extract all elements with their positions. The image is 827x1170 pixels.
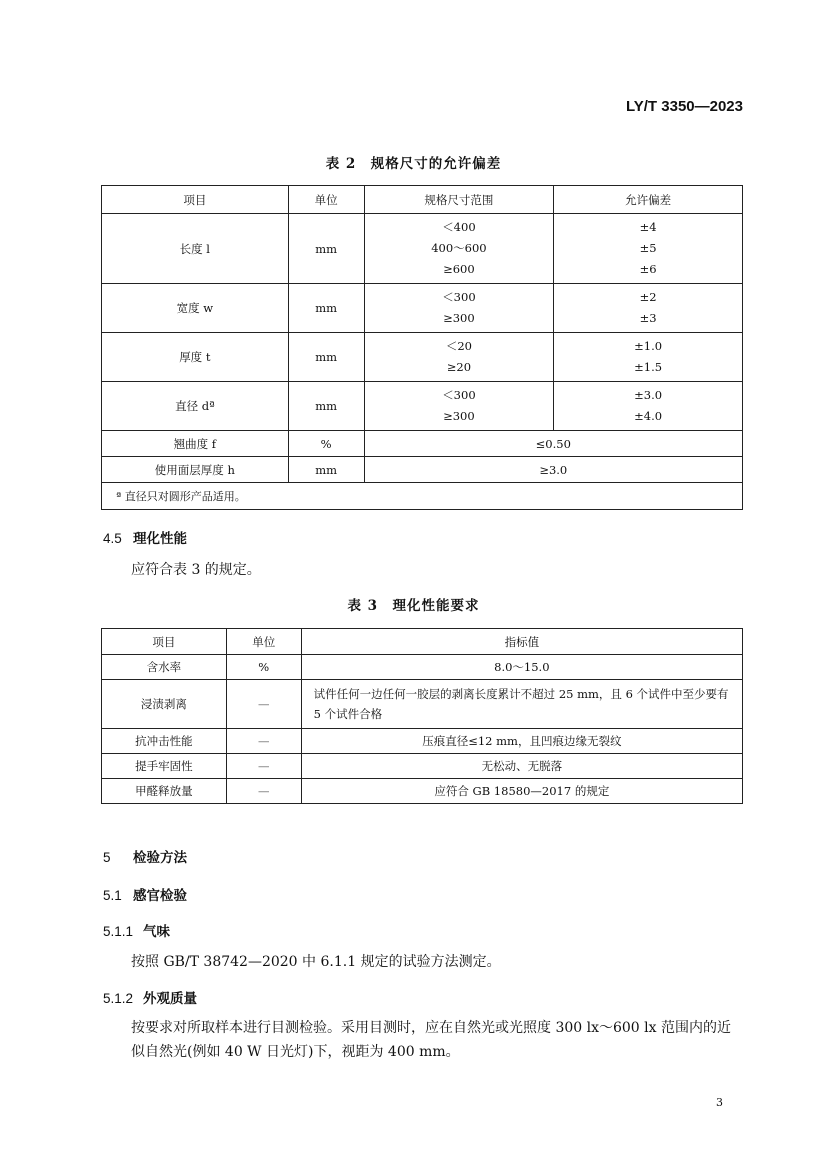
row-unit: — [226, 729, 301, 754]
section-5-1-2-text [103, 1016, 743, 1064]
page-number: 3 [716, 1096, 723, 1109]
section-5-1-1-heading [103, 920, 170, 940]
section-number: 4.5 [103, 531, 122, 546]
table3-header-value: 指标值 [301, 629, 742, 655]
row-ranges [364, 382, 554, 431]
table2-header-range: 规格尺寸范围 [364, 186, 554, 214]
table2 [101, 185, 743, 510]
range-value: 400～600 [431, 241, 487, 255]
row-unit: — [226, 754, 301, 779]
tolerance-value: ±2 [639, 290, 657, 304]
table-row [102, 284, 743, 333]
table-row [102, 333, 743, 382]
section-5-1-heading [103, 884, 187, 904]
range-value: ＜300 [442, 290, 476, 304]
row-item: 提手牢固性 [102, 754, 227, 779]
section-title: 外观质量 [143, 991, 197, 1006]
range-value: ＜300 [442, 388, 476, 402]
row-tolerances [554, 382, 743, 431]
section-title: 检验方法 [133, 850, 187, 865]
range-value: ≥600 [443, 262, 475, 276]
range-value: ≥300 [443, 409, 475, 423]
range-value: ≥300 [443, 311, 475, 325]
table-row [102, 754, 743, 779]
row-item: 浸渍剥离 [102, 680, 227, 729]
row-value: ≥3.0 [364, 457, 742, 483]
range-value: ≥20 [446, 360, 472, 374]
table-row [102, 729, 743, 754]
table2-header-unit: 单位 [288, 186, 364, 214]
section-4-5-text [103, 558, 743, 582]
row-ranges [364, 284, 554, 333]
row-value: 应符合 GB 18580—2017 的规定 [301, 779, 742, 804]
table-row [102, 431, 743, 457]
table2-header-row [102, 186, 743, 214]
section-title: 理化性能 [133, 531, 187, 546]
tolerance-value: ±1.0 [634, 339, 663, 353]
section-5-1-2-heading [103, 987, 197, 1007]
row-unit: mm [288, 333, 364, 382]
row-item: 抗冲击性能 [102, 729, 227, 754]
row-tolerances [554, 214, 743, 284]
row-unit: mm [288, 214, 364, 284]
section-number: 5 [103, 850, 111, 865]
row-tolerances [554, 333, 743, 382]
tolerance-value: ±4.0 [634, 409, 663, 423]
row-value: 压痕直径≤12 mm，且凹痕边缘无裂纹 [301, 729, 742, 754]
row-unit: — [226, 779, 301, 804]
tolerance-value: ±3.0 [634, 388, 663, 402]
table3-header-item: 项目 [102, 629, 227, 655]
row-tolerances [554, 284, 743, 333]
section-number: 5.1.2 [103, 991, 134, 1006]
row-ranges [364, 214, 554, 284]
table-row [102, 457, 743, 483]
row-value: ≤0.50 [364, 431, 742, 457]
row-unit: % [288, 431, 364, 457]
table3-header-row [102, 629, 743, 655]
section-title: 气味 [143, 924, 170, 939]
table-row [102, 214, 743, 284]
section-4-5-heading [103, 527, 187, 547]
section-number: 5.1.1 [103, 924, 134, 939]
tolerance-value: ±6 [639, 262, 657, 276]
table2-header-tolerance: 允许偏差 [554, 186, 743, 214]
range-value: ＜400 [442, 220, 476, 234]
tolerance-value: ±5 [639, 241, 657, 255]
table-row [102, 680, 743, 729]
row-unit: % [226, 655, 301, 680]
table2-note-row [102, 483, 743, 510]
tolerance-value: ±1.5 [634, 360, 663, 374]
row-item: 甲醛释放量 [102, 779, 227, 804]
row-value: 8.0～15.0 [301, 655, 742, 680]
row-ranges [364, 333, 554, 382]
row-value: 试件任何一边任何一胶层的剥离长度累计不超过 25 mm，且 6 个试件中至少要有 5 个试件合格 [301, 680, 742, 729]
section-5-heading [103, 846, 187, 866]
tolerance-value: ±4 [639, 220, 657, 234]
table3-caption: 表 3 理化性能要求 [347, 598, 480, 614]
table3-header-unit: 单位 [226, 629, 301, 655]
paragraph: 按要求对所取样本进行目测检验。采用目测时，应在自然光或光照度 300 lx～600 lx 范围内的近似自然光(例如 40 W 日光灯)下，视距为 400 mm。 [131, 1020, 731, 1060]
row-item: 宽度 w [102, 284, 289, 333]
tolerance-value: ±3 [639, 311, 657, 325]
range-value: ＜20 [445, 339, 472, 353]
table2-header-item: 项目 [102, 186, 289, 214]
section-title: 感官检验 [133, 888, 187, 903]
row-unit: mm [288, 382, 364, 431]
row-item: 使用面层厚度 h [102, 457, 289, 483]
row-unit: mm [288, 457, 364, 483]
row-item: 翘曲度 f [102, 431, 289, 457]
table-row [102, 779, 743, 804]
table-row [102, 655, 743, 680]
paragraph: 按照 GB/T 38742—2020 中 6.1.1 规定的试验方法测定。 [131, 954, 501, 970]
row-item: 直径 dª [102, 382, 289, 431]
document-code: LY/T 3350—2023 [625, 98, 743, 115]
table-row [102, 382, 743, 431]
row-unit: mm [288, 284, 364, 333]
row-item: 含水率 [102, 655, 227, 680]
section-number: 5.1 [103, 888, 122, 903]
row-item: 厚度 t [102, 333, 289, 382]
table3 [101, 628, 743, 804]
row-item: 长度 l [102, 214, 289, 284]
table2-footnote: ª 直径只对圆形产品适用。 [102, 483, 743, 510]
table2-caption: 表 2 规格尺寸的允许偏差 [325, 156, 502, 172]
section-5-1-1-text [103, 950, 743, 974]
row-unit: — [226, 680, 301, 729]
paragraph: 应符合表 3 的规定。 [131, 562, 261, 578]
row-value: 无松动、无脱落 [301, 754, 742, 779]
